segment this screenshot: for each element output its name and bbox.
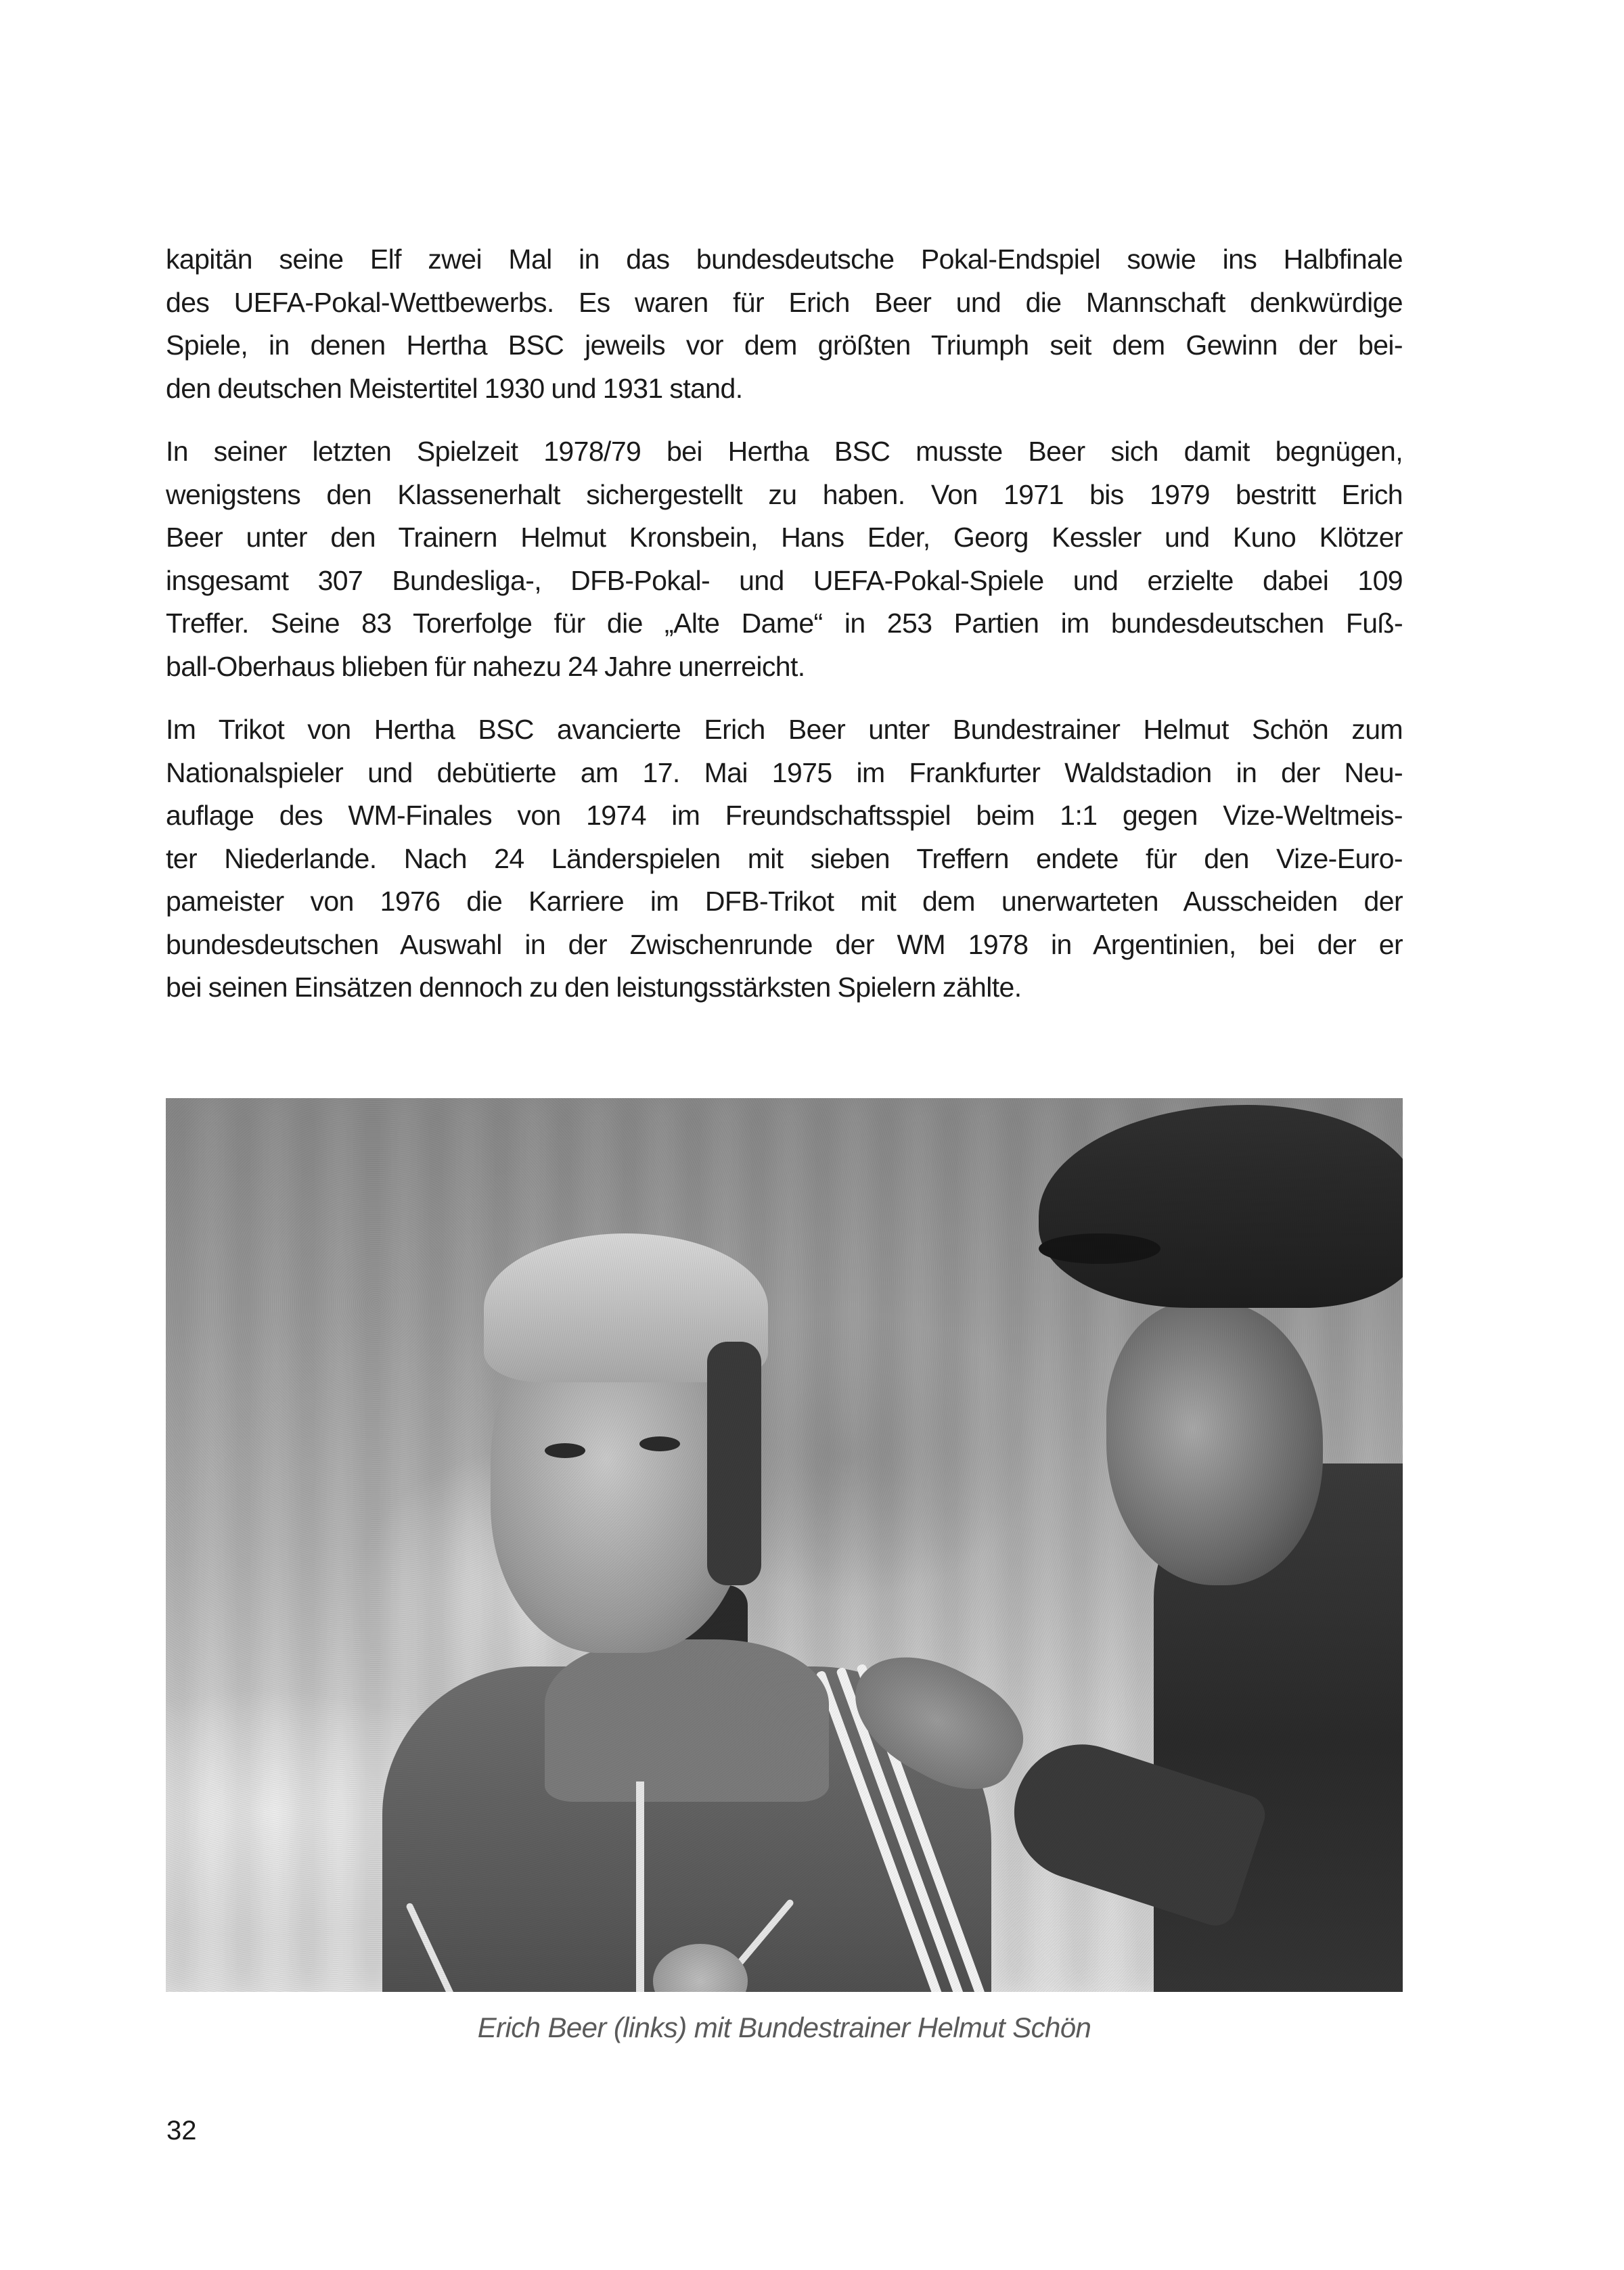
text-line: auflage des WM-Finales von 1974 im Freundschaftsspiel beim 1:1 gegen Vize-Weltmeis- (166, 800, 1403, 831)
text-line: Nationalspieler und debütierte am 17. Mai 1975 im Frankfurter Waldstadion in der Neu- (166, 756, 1403, 788)
player-eye (545, 1443, 585, 1458)
text-line: den deutschen Meistertitel 1930 und 1931 stand. (166, 372, 743, 404)
text-line: bei seinen Einsätzen dennoch zu den leistungsstärksten Spielern zählte. (166, 972, 1022, 1003)
text-line: In seiner letzten Spielzeit 1978/79 bei Hertha BSC musste Beer sich damit begnügen, (166, 436, 1403, 467)
paragraph-2 (166, 430, 1403, 688)
text-line: des UEFA-Pokal-Wettbewerbs. Es waren für Erich Beer und die Mannschaft denkwürdige (166, 286, 1403, 318)
text-line: Treffer. Seine 83 Torerfolge für die „Alte Dame“ in 253 Partien im bundesdeutschen Fuß- (166, 608, 1403, 639)
coach-head (1106, 1301, 1323, 1585)
paragraph-1 (166, 238, 1403, 410)
page-number: 32 (166, 2116, 197, 2146)
text-line: bundesdeutschen Auswahl in der Zwischenrunde der WM 1978 in Argentinien, bei der er (166, 928, 1403, 960)
text-line: Beer unter den Trainern Helmut Kronsbein, Hans Eder, Georg Kessler und Kuno Klötzer (166, 522, 1403, 553)
text-line: pameister von 1976 die Karriere im DFB-Trikot mit dem unerwarteten Ausscheiden der (166, 886, 1403, 917)
player-collar (545, 1639, 829, 1802)
text-line: Spiele, in denen Hertha BSC jeweils vor dem größten Triumph seit dem Gewinn der bei- (166, 330, 1403, 361)
text-line: insgesamt 307 Bundesliga-, DFB-Pokal- und UEFA-Pokal-Spiele und erzielte dabei 109 (166, 564, 1403, 596)
player-eye (639, 1436, 680, 1451)
body-text (166, 238, 1403, 1030)
figure-caption: Erich Beer (links) mit Bundestrainer Helmut Schön (477, 2012, 1091, 2043)
text-line: Im Trikot von Hertha BSC avancierte Erich Beer unter Bundestrainer Helmut Schön zum (166, 714, 1403, 745)
player-sideburn (707, 1342, 761, 1585)
coach-cap-brim (1039, 1233, 1160, 1264)
text-line: ball-Oberhaus blieben für nahezu 24 Jahre unerreicht. (166, 650, 805, 682)
text-line: wenigstens den Klassenerhalt sichergestellt zu haben. Von 1971 bis 1979 bestritt Erich (166, 478, 1403, 510)
photo-erich-beer-helmut-schoen (166, 1098, 1403, 1992)
paragraph-3 (166, 708, 1403, 1009)
text-line: kapitän seine Elf zwei Mal in das bundesdeutsche Pokal-Endspiel sowie ins Halbfinale (166, 244, 1403, 275)
text-line: ter Niederlande. Nach 24 Länderspielen mit sieben Treffern endete für den Vize-Euro- (166, 842, 1403, 874)
tracksuit-zipper (636, 1781, 644, 1992)
